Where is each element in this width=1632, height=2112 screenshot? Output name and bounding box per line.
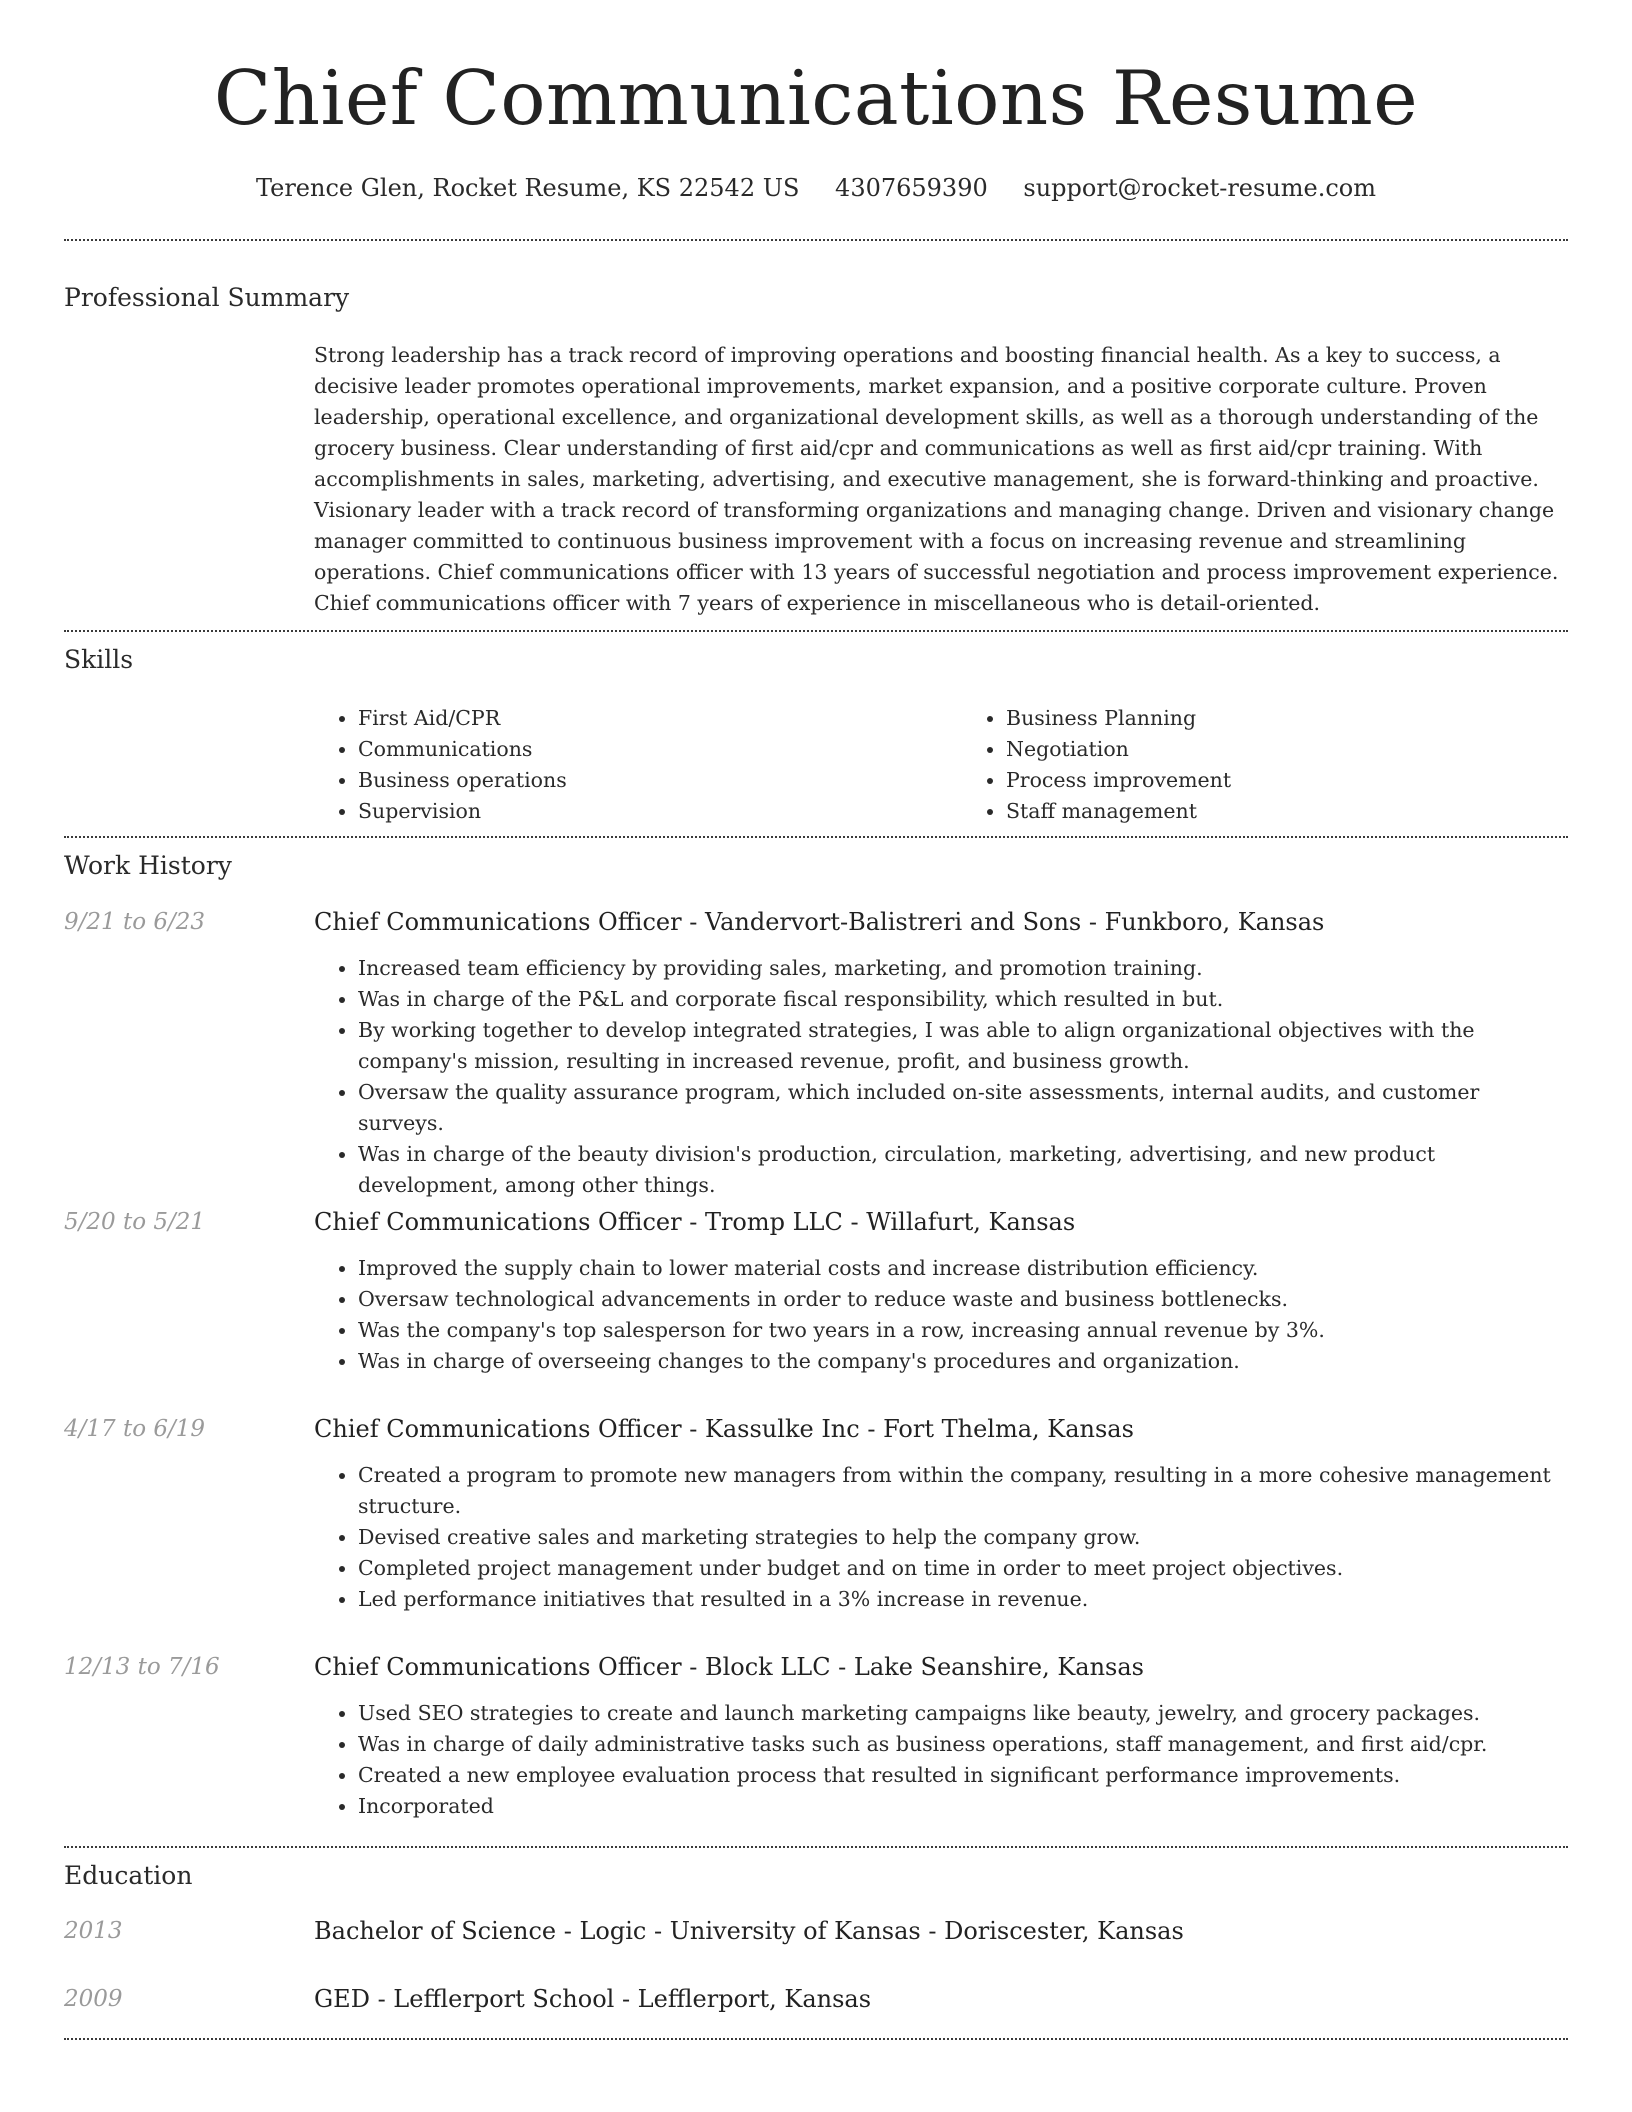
skills-list	[314, 703, 1568, 827]
job-bullet: • Oversaw technological advancements in order to reduce waste and business bottlenecks.	[358, 1284, 1568, 1315]
job-bullet: • Was in charge of daily administrative tasks such as business operations, staff management, and first aid/cpr.	[358, 1729, 1568, 1760]
job-bullet: • Incorporated	[358, 1791, 1568, 1822]
job-title: Chief Communications Officer - Block LLC - Lake Seanshire, Kansas	[314, 1653, 1144, 1681]
divider	[64, 1846, 1568, 1848]
job-bullet: • Was the company's top salesperson for two years in a row, increasing annual revenue by 3%.	[358, 1315, 1568, 1346]
work-heading: Work History	[64, 851, 232, 880]
contact-line	[0, 168, 1632, 208]
job-bullet: • Led performance initiatives that resulted in a 3% increase in revenue.	[358, 1584, 1568, 1615]
education-date: 2009	[64, 1986, 123, 2012]
contact-email: support@rocket-resume.com	[1023, 174, 1377, 202]
summary-text: Strong leadership has a track record of improving operations and boosting financial health. As a key to success, a decisive leader promotes operational improvements, market expansion, and a positive corporate culture. Proven leadership, operational excellence, and organizational development skills, as well as a thorough understanding of the grocery business. Clear understanding of first aid/cpr and communications as well as first aid/cpr training. With accomplishments in sales, marketing, advertising, and executive management, she is forward-thinking and proactive. Visionary leader with a track record of transforming organizations and managing change. Driven and visionary change manager committed to continuous business improvement with a focus on increasing revenue and streamlining operations. Chief communications officer with 13 years of successful negotiation and process improvement experience. Chief communications officer with 7 years of experience in miscellaneous who is detail-oriented.	[314, 343, 1559, 615]
skill-item: • Staff management	[1006, 796, 1568, 827]
job-bullets	[314, 953, 1568, 1201]
job-bullet: • Improved the supply chain to lower material costs and increase distribution efficiency.	[358, 1253, 1568, 1284]
education-text: GED - Lefflerport School - Lefflerport, Kansas	[314, 1985, 872, 2013]
resume-title: Chief Communications Resume	[213, 54, 1419, 142]
skill-item: • First Aid/CPR	[358, 703, 920, 734]
divider	[64, 630, 1568, 632]
job-bullet: • By working together to develop integrated strategies, I was able to align organizational objectives with the company's mission, resulting in increased revenue, profit, and business growth.	[358, 1015, 1568, 1077]
job-title: Chief Communications Officer - Vandervort-Balistreri and Sons - Funkboro, Kansas	[314, 908, 1325, 936]
job-bullet: • Was in charge of the P&L and corporate fiscal responsibility, which resulted in but.	[358, 984, 1568, 1015]
skills-heading: Skills	[64, 645, 134, 674]
skill-item: • Supervision	[358, 796, 920, 827]
job-bullets	[314, 1698, 1568, 1822]
skill-item: • Communications	[358, 734, 920, 765]
job-bullet: • Was in charge of the beauty division's production, circulation, marketing, advertising, and new product development, among other things.	[358, 1139, 1568, 1201]
job-bullet: • Created a new employee evaluation process that resulted in significant performance improvements.	[358, 1760, 1568, 1791]
job-bullet: • Devised creative sales and marketing strategies to help the company grow.	[358, 1522, 1568, 1553]
job-date: 5/20 to 5/21	[64, 1209, 206, 1235]
job-title: Chief Communications Officer - Kassulke Inc - Fort Thelma, Kansas	[314, 1415, 1134, 1443]
divider	[64, 836, 1568, 838]
skills-column-left	[314, 703, 920, 827]
job-bullet: • Completed project management under budget and on time in order to meet project objectives.	[358, 1553, 1568, 1584]
education-date: 2013	[64, 1918, 123, 1944]
education-text: Bachelor of Science - Logic - University of Kansas - Doriscester, Kansas	[314, 1917, 1184, 1945]
job-bullets	[314, 1253, 1568, 1377]
job-date: 9/21 to 6/23	[64, 909, 206, 935]
job-bullet: • Used SEO strategies to create and launch marketing campaigns like beauty, jewelry, and grocery packages.	[358, 1698, 1568, 1729]
job-bullet: • Was in charge of overseeing changes to the company's procedures and organization.	[358, 1346, 1568, 1377]
job-bullet: • Oversaw the quality assurance program, which included on-site assessments, internal audits, and customer surveys.	[358, 1077, 1568, 1139]
skills-column-right	[962, 703, 1568, 827]
job-bullet: • Created a program to promote new managers from within the company, resulting in a more cohesive management structure.	[358, 1460, 1568, 1522]
divider	[64, 239, 1568, 241]
job-bullet: • Increased team efficiency by providing sales, marketing, and promotion training.	[358, 953, 1568, 984]
skill-item: • Process improvement	[1006, 765, 1568, 796]
summary-heading: Professional Summary	[64, 283, 350, 312]
job-date: 12/13 to 7/16	[64, 1654, 220, 1680]
job-bullets	[314, 1460, 1568, 1615]
job-title: Chief Communications Officer - Tromp LLC - Willafurt, Kansas	[314, 1208, 1076, 1236]
contact-phone: 4307659390	[835, 174, 988, 202]
skill-item: • Negotiation	[1006, 734, 1568, 765]
contact-address: Terence Glen, Rocket Resume, KS 22542 US	[255, 174, 800, 202]
job-date: 4/17 to 6/19	[64, 1416, 206, 1442]
education-heading: Education	[64, 1861, 193, 1890]
skill-item: • Business operations	[358, 765, 920, 796]
skill-item: • Business Planning	[1006, 703, 1568, 734]
divider	[64, 2038, 1568, 2040]
